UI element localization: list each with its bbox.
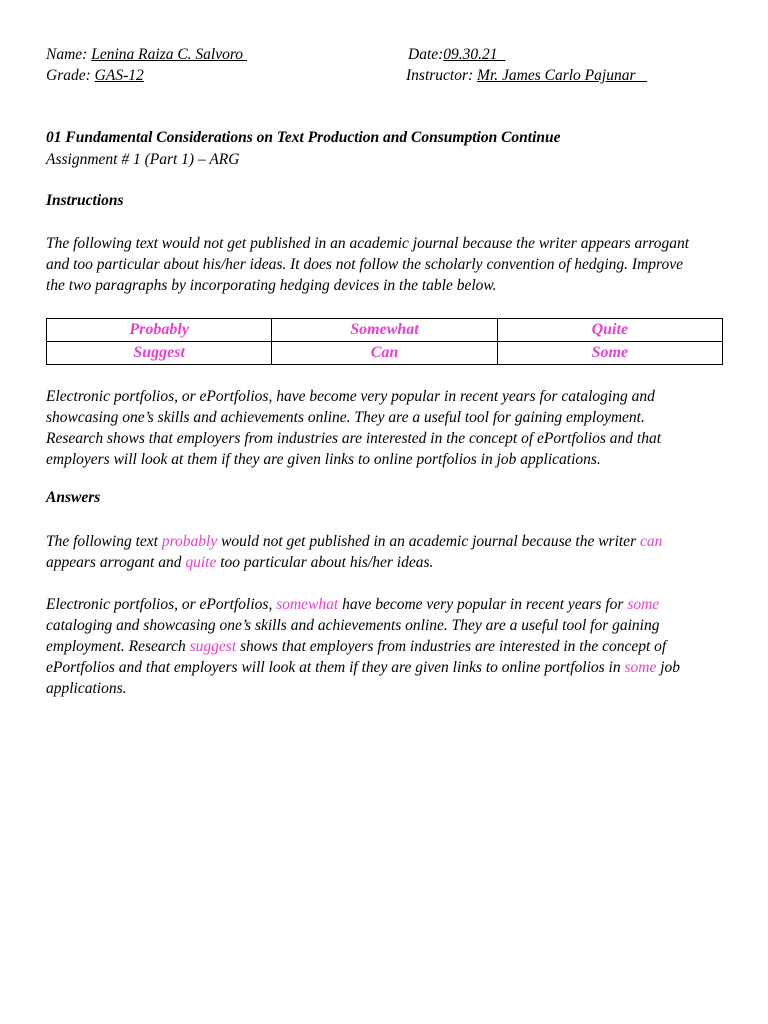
document-title: 01 Fundamental Considerations on Text Production and Consumption Continue [46, 129, 561, 146]
grade-value: GAS-12 [94, 67, 144, 84]
grade-label: Grade: [46, 67, 91, 84]
table-cell: Somewhat [272, 319, 497, 342]
table-cell: Can [272, 342, 497, 365]
table-cell: Probably [47, 319, 272, 342]
date-value: 09.30.21 [443, 46, 498, 63]
hedge-word: quite [185, 554, 217, 571]
passage-paragraph [46, 386, 726, 470]
table-row [47, 342, 723, 365]
answer-paragraph-1 [46, 531, 726, 573]
date-field [408, 46, 505, 64]
passage-line: Research shows that employers from industries are interested in the concept of ePortfolios and that [46, 430, 662, 447]
name-field [46, 46, 247, 64]
passage-line: showcasing one’s skills and achievements online. They are a useful tool for gaining employment. [46, 409, 645, 426]
hedge-word: probably [161, 533, 218, 550]
hedge-word: somewhat [276, 596, 339, 613]
instructions-line: The following text would not get published in an academic journal because the writer appears arrogant [46, 235, 690, 252]
instructions-line: and too particular about his/her ideas. It does not follow the scholarly convention of hedging. Improve [46, 256, 684, 273]
instructor-value: Mr. James Carlo Pajunar [477, 67, 636, 84]
table-cell: Suggest [47, 342, 272, 365]
instructions-line: the two paragraphs by incorporating hedging devices in the table below. [46, 277, 497, 294]
instructor-label: Instructor: [406, 67, 474, 84]
grade-field [46, 67, 144, 85]
hedge-word: some [624, 659, 657, 676]
answer-paragraph-2 [46, 594, 726, 699]
answers-heading: Answers [46, 489, 101, 506]
answer-line: appears arrogant and quite too particular about his/her ideas. [46, 554, 434, 571]
date-label: Date: [408, 46, 444, 63]
hedging-devices-table [46, 318, 723, 365]
answer-line: applications. [46, 680, 127, 697]
answer-line: The following text probably would not get published in an academic journal because the writer can [46, 533, 663, 550]
passage-line: employers will look at them if they are given links to online portfolios in job applications. [46, 451, 601, 468]
hedge-word: some [627, 596, 660, 613]
hedge-word: can [639, 533, 663, 550]
assignment-subtitle: Assignment # 1 (Part 1) – ARG [46, 151, 240, 168]
instructions-heading: Instructions [46, 192, 124, 209]
passage-line: Electronic portfolios, or ePortfolios, have become very popular in recent years for cataloging and [46, 388, 655, 405]
instructions-paragraph [46, 233, 726, 296]
table-cell: Quite [497, 319, 722, 342]
answer-line: employment. Research suggest shows that employers from industries are interested in the concept of [46, 638, 667, 655]
table-cell: Some [497, 342, 722, 365]
name-value: Lenina Raiza C. Salvoro [91, 46, 244, 63]
hedge-word: suggest [189, 638, 237, 655]
name-label: Name: [46, 46, 88, 63]
answer-line: ePortfolios and that employers will look at them if they are given links to online portfolios in some job [46, 659, 681, 676]
answer-line: cataloging and showcasing one’s skills and achievements online. They are a useful tool for gaining [46, 617, 660, 634]
answer-line: Electronic portfolios, or ePortfolios, somewhat have become very popular in recent years for some [46, 596, 660, 613]
instructor-field [406, 67, 647, 85]
table-row [47, 319, 723, 342]
